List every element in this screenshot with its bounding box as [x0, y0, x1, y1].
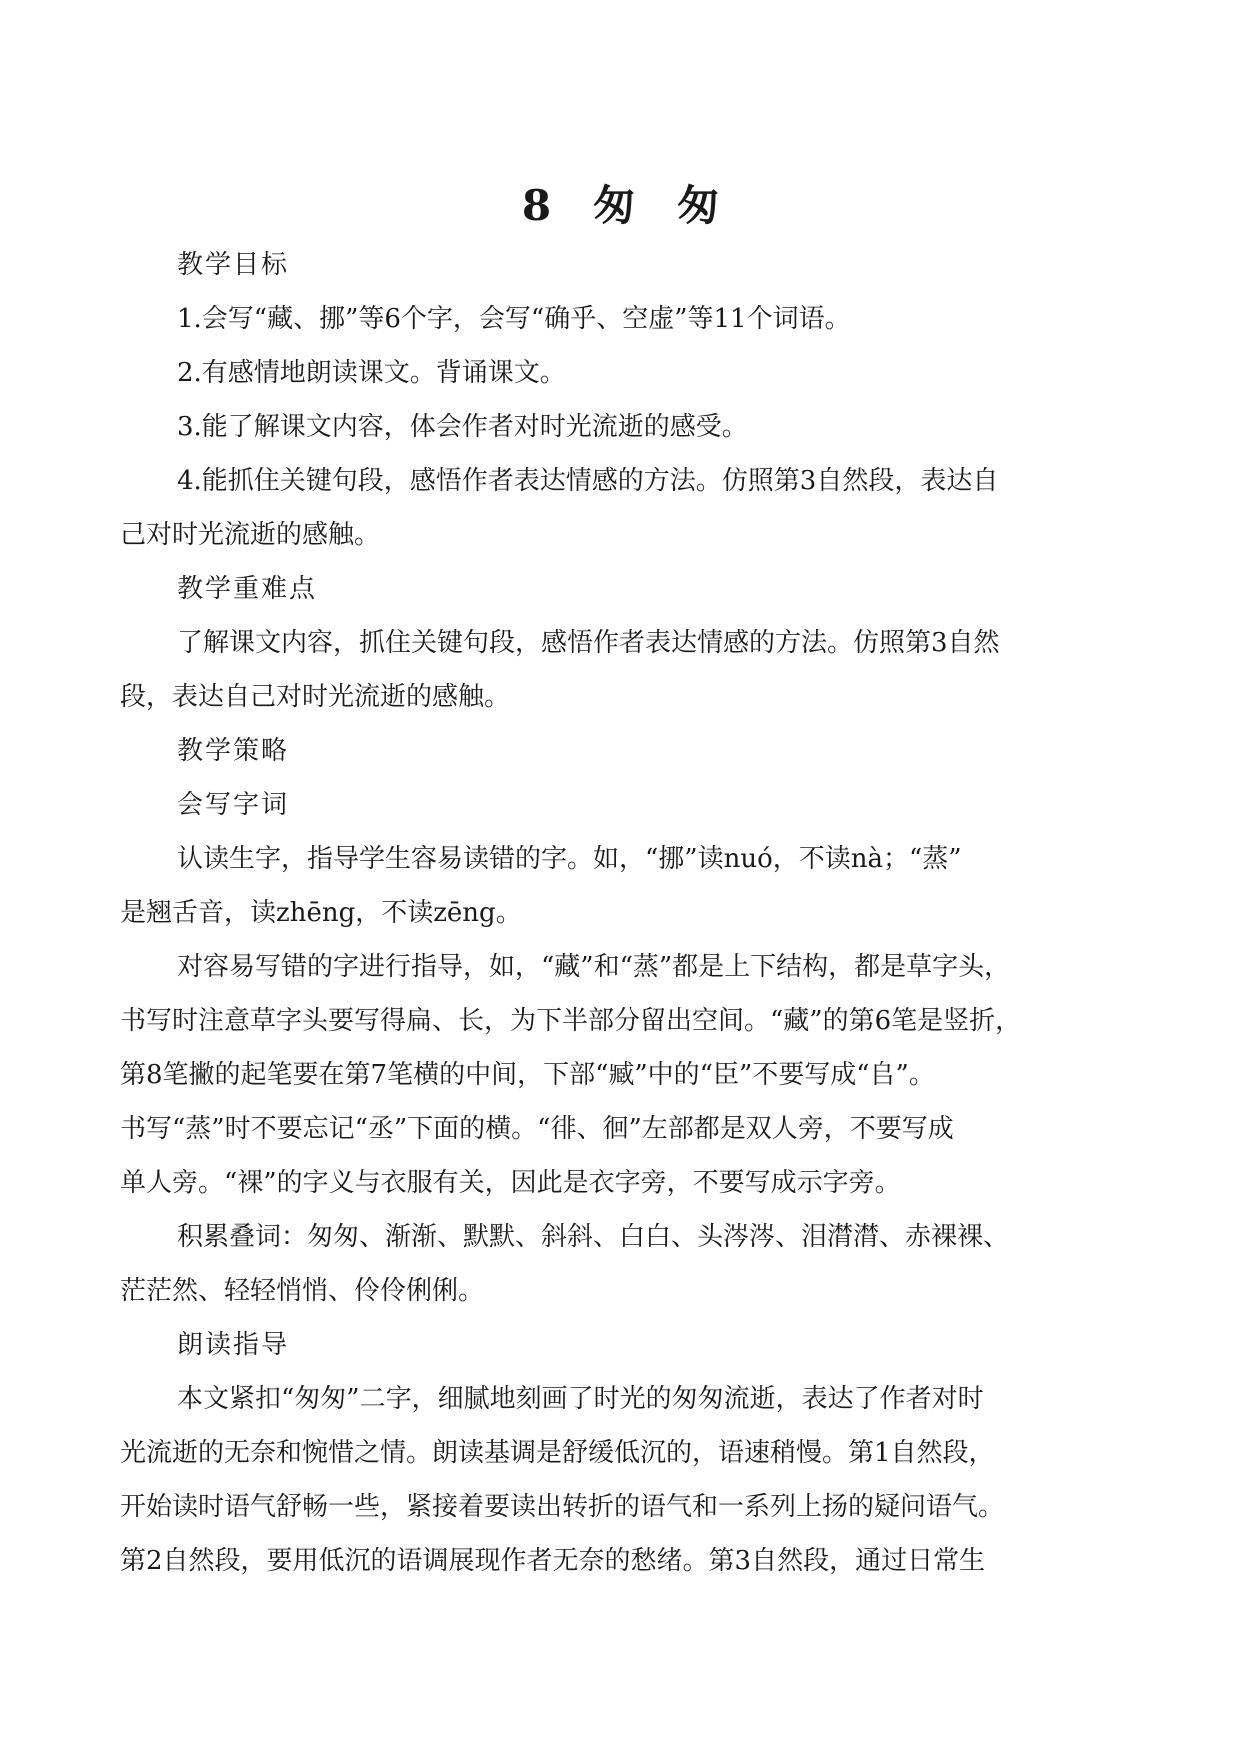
paragraph-reading-guidance-l2: 光流逝的无奈和惋惜之情。朗读基调是舒缓低沉的，语速稍慢。第1自然段， — [120, 1438, 995, 1468]
paragraph-reduplicated-words: 积累叠词：匆匆、渐渐、默默、斜斜、白白、头涔涔、泪潸潸、赤裸裸、 — [177, 1222, 1010, 1252]
section-heading-objectives: 教学目标 — [177, 250, 290, 280]
subheading-writing: 会写字词 — [177, 790, 290, 820]
paragraph-reading-guidance-l3: 开始读时语气舒畅一些，紧接着要读出转折的语气和一系列上扬的疑问语气。 — [120, 1492, 1005, 1522]
key-points-text-cont: 段，表达自己对时光流逝的感触。 — [120, 682, 511, 712]
paragraph-writing-guidance: 对容易写错的字进行指导，如，“藏”和“蒸”都是上下结构，都是草字头， — [177, 952, 1011, 982]
page-title: 8 匆 匆 — [521, 181, 720, 230]
paragraph-writing-guidance-l2: 书写时注意草字头要写得扁、长，为下半部分留出空间。“藏”的第6笔是竖折， — [120, 1006, 1022, 1036]
paragraph-reading-guidance: 本文紧扣“匆匆”二字，细腻地刻画了时光的匆匆流逝，表达了作者对时 — [177, 1384, 984, 1414]
section-heading-strategy: 教学策略 — [177, 736, 290, 766]
objective-4: 4.能抓住关键句段，感悟作者表达情感的方法。仿照第3自然段，表达自 — [177, 466, 999, 496]
objective-1: 1.会写“藏、挪”等6个字，会写“确乎、空虚”等11个词语。 — [177, 304, 851, 334]
paragraph-reading-chars: 认读生字，指导学生容易读错的字。如，“挪”读nuó，不读nà；“蒸” — [177, 844, 962, 874]
objective-3: 3.能了解课文内容，体会作者对时光流逝的感受。 — [177, 412, 748, 442]
paragraph-writing-guidance-l5: 单人旁。“裸”的字义与衣服有关，因此是衣字旁，不要写成示字旁。 — [120, 1168, 901, 1198]
paragraph-reading-guidance-l4: 第2自然段，要用低沉的语调展现作者无奈的愁绪。第3自然段，通过日常生 — [120, 1546, 986, 1576]
key-points-text: 了解课文内容，抓住关键句段，感悟作者表达情感的方法。仿照第3自然 — [177, 628, 1000, 658]
paragraph-reading-chars-cont: 是翘舌音，读zhēng，不读zēng。 — [120, 898, 522, 928]
subheading-reading-guidance: 朗读指导 — [177, 1330, 290, 1360]
objective-2: 2.有感情地朗读课文。背诵课文。 — [177, 358, 566, 388]
paragraph-writing-guidance-l3: 第8笔撇的起笔要在第7笔横的中间，下部“臧”中的“臣”不要写成“𠂤”。 — [120, 1060, 935, 1090]
objective-4-cont: 己对时光流逝的感触。 — [120, 520, 381, 550]
paragraph-writing-guidance-l4: 书写“蒸”时不要忘记“丞”下面的横。“徘、徊”左部都是双人旁，不要写成 — [120, 1114, 954, 1144]
section-heading-key-points: 教学重难点 — [177, 574, 318, 604]
paragraph-reduplicated-words-cont: 茫茫然、轻轻悄悄、伶伶俐俐。 — [120, 1276, 485, 1306]
document-body — [120, 238, 1120, 1588]
